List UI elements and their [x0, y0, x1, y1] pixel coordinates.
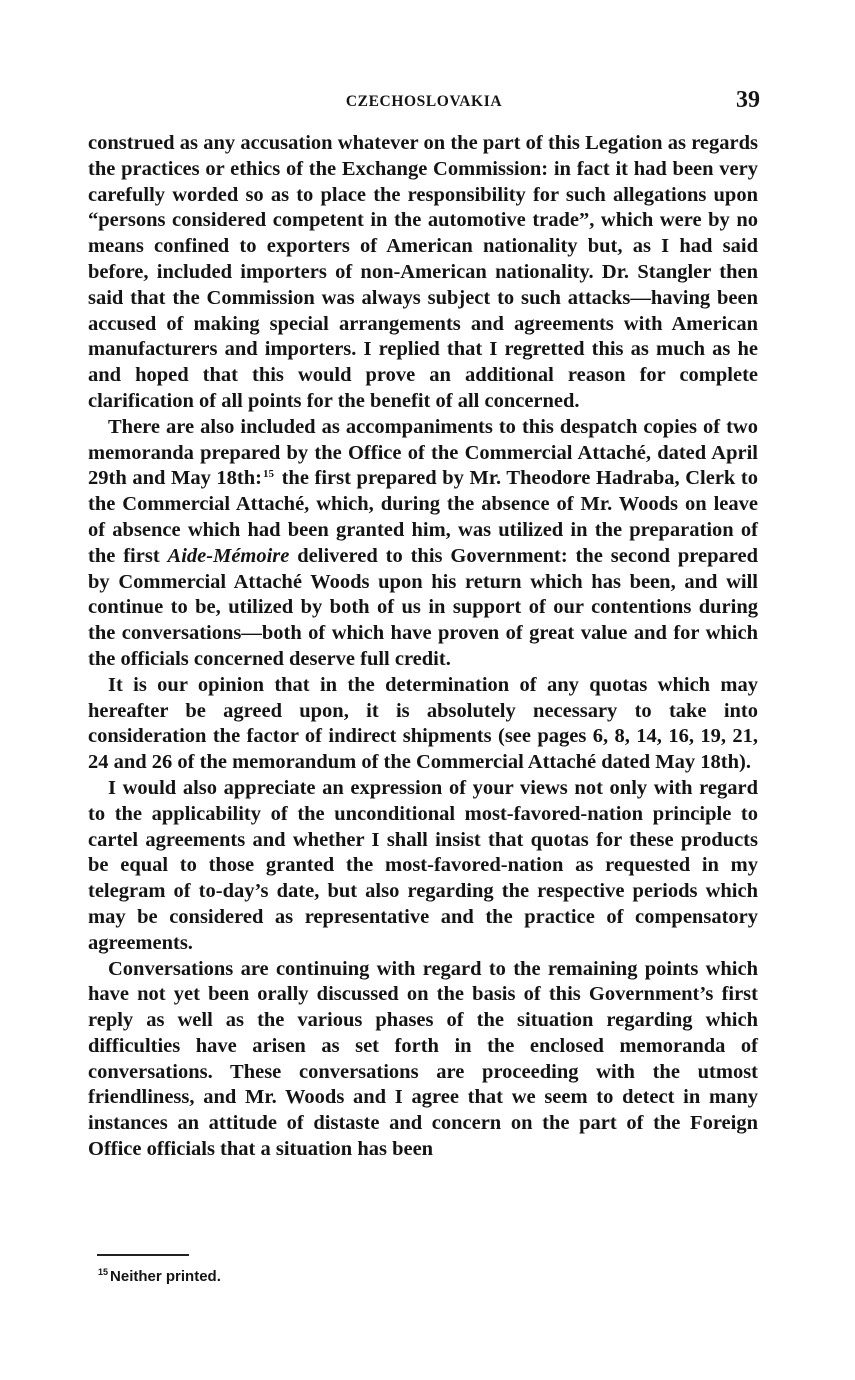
footnote-divider: [97, 1254, 189, 1256]
paragraph-conversations: Conversations are continuing with regard to the remaining points which have not yet been orally discussed on the basis of this Government’s first reply as well as the various phases of the situation regarding which difficulties have arisen as set forth in the enclosed memoranda of conversations. These conversations are proceeding with the utmost friendliness, and Mr. Woods and I agree that we seem to detect in many instances an attitude of distaste and concern on the part of the Foreign Office officials that a situation has been: [88, 957, 758, 1161]
aide-memoire-term: Aide-Mémoire: [167, 544, 290, 567]
footnote-text: Neither printed.: [110, 1268, 221, 1285]
memoranda-text-part3: delivered to this Government: the second prepared by Commercial Attaché Woods upon his return which has been, and will continue to be, utilized by both of us in support of our contentions during the conversations—both of which have proven of great value and for which the officials concerned deserve full credit.: [88, 544, 758, 670]
footnote: [98, 1268, 221, 1285]
body-text: [88, 131, 758, 1163]
footnote-marker: 15: [98, 1267, 109, 1277]
memoranda-text-part2: the first prepared by Mr. Theodore Hadraba, Clerk to the Commercial Attaché, which, during the absence of Mr. Woods on leave of absence which had been granted him, was utilized in the preparation of the first: [88, 467, 759, 567]
footnote-reference: 15: [262, 467, 274, 480]
paragraph-continued: construed as any accusation whatever on the part of this Legation as regards the practices or ethics of the Exchange Commission: in fact it had been very carefully worded so as to place the responsibility for such allegations upon “persons considered competent in the automotive trade”, which were by no means confined to exporters of American nationality but, as I had said before, included importers of non-American nationality. Dr. Stangler then said that the Commission was always subject to such attacks—having been accused of making special arrangements and agreements with American manufacturers and importers. I replied that I regretted this as much as he and hoped that this would prove an additional reason for complete clarification of all points for the benefit of all concerned.: [88, 132, 758, 412]
running-head: [88, 89, 760, 117]
paragraph-memoranda: [88, 415, 758, 673]
paragraph-indirect-shipments: It is our opinion that in the determination of any quotas which may hereafter be agreed upon, it is absolutely necessary to take into consideration the factor of indirect shipments (see pages 6, 8, 14, 16, 19, 21, 24 and 26 of the memorandum of the Commercial Attaché dated May 18th).: [88, 673, 758, 774]
memoranda-text-part1: There are also included as accompaniments to this despatch copies of two memoranda prepared by the Office of the Commercial Attaché, dated April 29th and May 18th:: [88, 415, 758, 490]
page-number: 39: [736, 87, 760, 113]
paragraph-views-request: I would also appreciate an expression of your views not only with regard to the applicability of the unconditional most-favored-nation principle to cartel agreements and whether I shall insist that quotas for these products be equal to those granted the most-favored-nation as requested in my telegram of to-day’s date, but also regarding the respective periods which may be considered as representative and the practice of compensatory agreements.: [88, 776, 758, 954]
running-title: CZECHOSLOVAKIA: [345, 93, 503, 110]
